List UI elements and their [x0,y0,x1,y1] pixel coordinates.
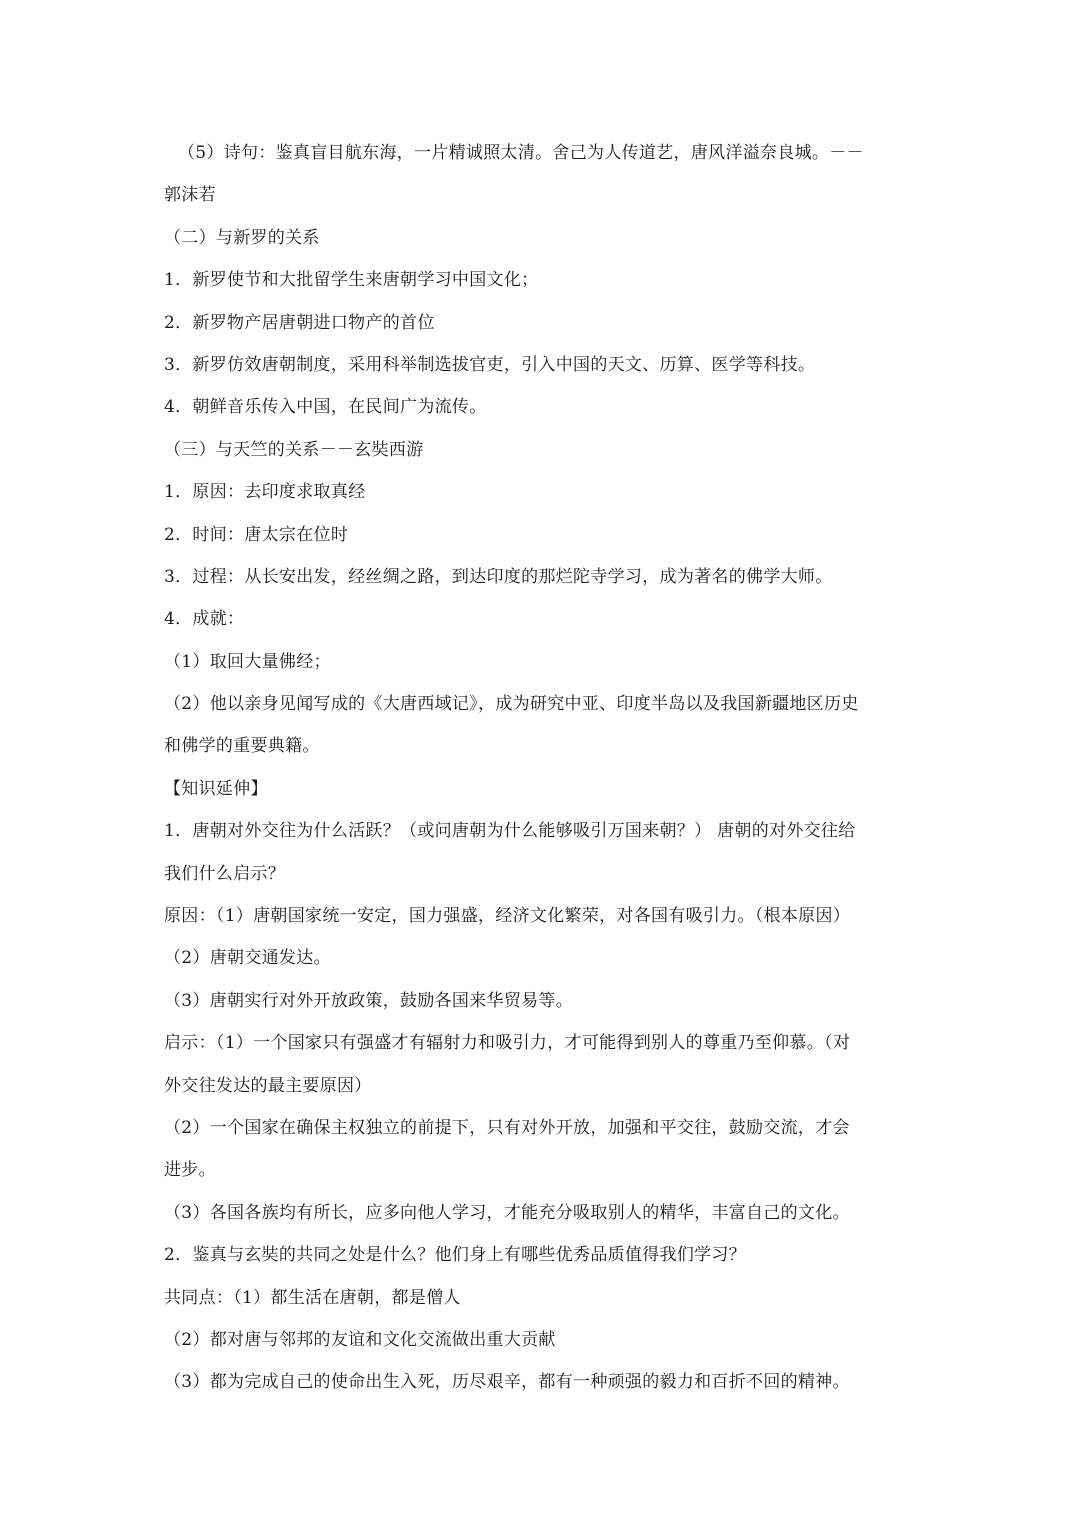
answer-line-continued: 进步。 [164,1160,216,1181]
list-item: 1．新罗使节和大批留学生来唐朝学习中国文化； [164,270,539,291]
list-item: 2．新罗物产居唐朝进口物产的首位 [164,312,435,333]
sub-item-continued: 和佛学的重要典籍。 [164,736,320,757]
sub-item: （1）取回大量佛经； [164,651,331,672]
answer-line: 启示：（1）一个国家只有强盛才有辐射力和吸引力，才可能得到别人的尊重乃至仰慕。（对 [164,1033,851,1054]
poem-line: （5）诗句：鉴真盲目航东海，一片精诚照太清。舍己为人传道艺，唐风洋溢奈良城。－－ [178,143,864,163]
question-item-continued: 我们什么启示？ [164,863,286,884]
document-page [164,132,920,1404]
list-item: 1．原因：去印度求取真经 [164,482,366,503]
answer-line: （3）都为完成自己的使命出生入死，历尽艰辛，都有一种顽强的毅力和百折不回的精神。 [164,1372,850,1393]
knowledge-extension-heading: 【知识延伸】 [164,778,268,799]
list-item: 2．时间：唐太宗在位时 [164,524,349,545]
answer-line-continued: 外交往发达的最主要原因） [164,1075,372,1096]
list-item: 3．新罗仿效唐朝制度，采用科举制选拔官吏，引入中国的天文、历算、医学等科技。 [164,354,816,375]
section-heading-silla: （二）与新罗的关系 [164,227,320,248]
list-item: 3．过程：从长安出发，经丝绸之路，到达印度的那烂陀寺学习，成为著名的佛学大师。 [164,566,833,587]
answer-line: （3）唐朝实行对外开放政策，鼓励各国来华贸易等。 [164,990,574,1011]
question-item: 2．鉴真与玄奘的共同之处是什么？他们身上有哪些优秀品质值得我们学习？ [164,1245,747,1266]
list-item: 4．成就： [164,609,245,630]
sub-item: （2）他以亲身见闻写成的《大唐西域记》，成为研究中亚、印度半岛以及我国新疆地区历史 [164,694,859,715]
answer-line: （2）唐朝交通发达。 [164,948,331,969]
poem-author: 郭沫若 [164,185,216,206]
question-item: 1．唐朝对外交往为什么活跃？（或问唐朝为什么能够吸引万国来朝？） 唐朝的对外交往给 [164,821,856,842]
list-item: 4．朝鲜音乐传入中国，在民间广为流传。 [164,397,487,418]
answer-line: 共同点：（1）都生活在唐朝，都是僧人 [164,1287,461,1308]
answer-line: （2）一个国家在确保主权独立的前提下，只有对外开放，加强和平交往，鼓励交流，才会 [164,1117,850,1138]
section-heading-tianzhu: （三）与天竺的关系－－玄奘西游 [164,439,424,460]
answer-line: 原因：（1）唐朝国家统一安定，国力强盛，经济文化繁荣，对各国有吸引力。（根本原因） [164,906,851,927]
answer-line: （3）各国各族均有所长，应多向他人学习，才能充分吸取别人的精华，丰富自己的文化。 [164,1202,850,1223]
answer-line: （2）都对唐与邻邦的友谊和文化交流做出重大贡献 [164,1329,556,1350]
